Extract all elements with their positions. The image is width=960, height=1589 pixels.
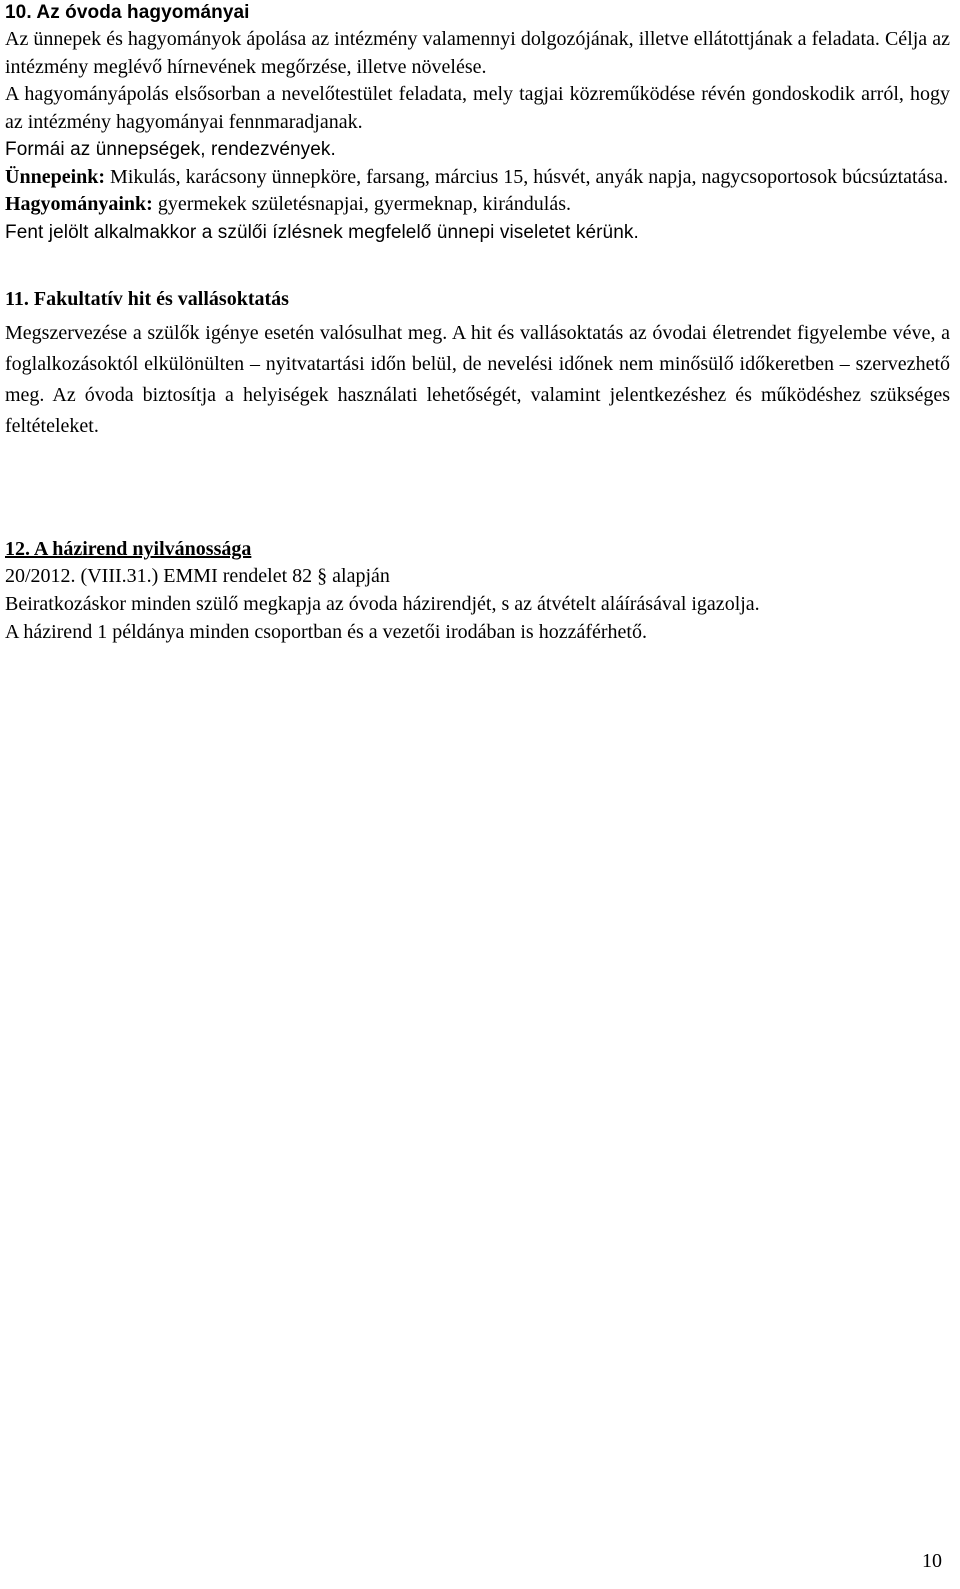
paragraph: A házirend 1 példánya minden csoportban és a vezetői irodában is hozzáférhető. [5,621,647,643]
page-number: 10 [922,1550,942,1572]
paragraph: A hagyományápolás elsősorban a nevelőtestület feladata, mely tagjai közreműködése révén gondoskodik arról, hogy az intézmény hagyományai fennmaradjanak. [5,83,950,133]
section-heading: 10. Az óvoda hagyományai [5,2,250,23]
paragraph: Beiratkozáskor minden szülő megkapja az óvoda házirendjét, s az átvételt aláírásával igazolja. [5,593,760,615]
holidays-paragraph [5,164,950,192]
legal-reference: 20/2012. (VIII.31.) EMMI rendelet 82 § alapján [5,565,390,587]
traditions-text: gyermekek születésnapjai, gyermeknap, kirándulás. [152,193,571,215]
section-publicity [5,536,950,646]
dress-note: Fent jelölt alkalmakkor a szülői ízlésnek megfelelő ünnepi viseletet kérünk. [5,221,639,243]
section-heading: 11. Fakultatív hit és vallásoktatás [5,288,289,310]
section-heading: 12. A házirend nyilvánossága [5,538,252,560]
traditions-label: Hagyományaink: [5,193,153,215]
holidays-label: Ünnepeink: [5,165,106,188]
paragraph: Formái az ünnepségek, rendezvények. [5,139,336,160]
section-religious-education [5,286,950,442]
holidays-text: Mikulás, karácsony ünnepköre, farsang, március 15, húsvét, anyák napja, nagycsoportosok búcsúztatása. [105,165,949,188]
section-traditions [5,0,950,246]
paragraph: Megszervezése a szülők igénye esetén valósulhat meg. A hit és vallásoktatás az óvodai életrendet figyelembe véve, a foglalkozásoktól elkülönülten – nyitvatartási időn belül, de nevelési időnek nem minősülő időkeretben – szervezhető meg. Az óvoda biztosítja a helyiségek használati lehetőségét, valamint jelentkezéshez és működéshez szükséges feltételeket. [5,322,950,437]
paragraph: Az ünnepek és hagyományok ápolása az intézmény valamennyi dolgozójának, illetve ellátottjának a feladata. Célja az intézmény meglévő hírnevének megőrzése, illetve növelése. [5,28,950,78]
traditions-paragraph [5,191,950,219]
